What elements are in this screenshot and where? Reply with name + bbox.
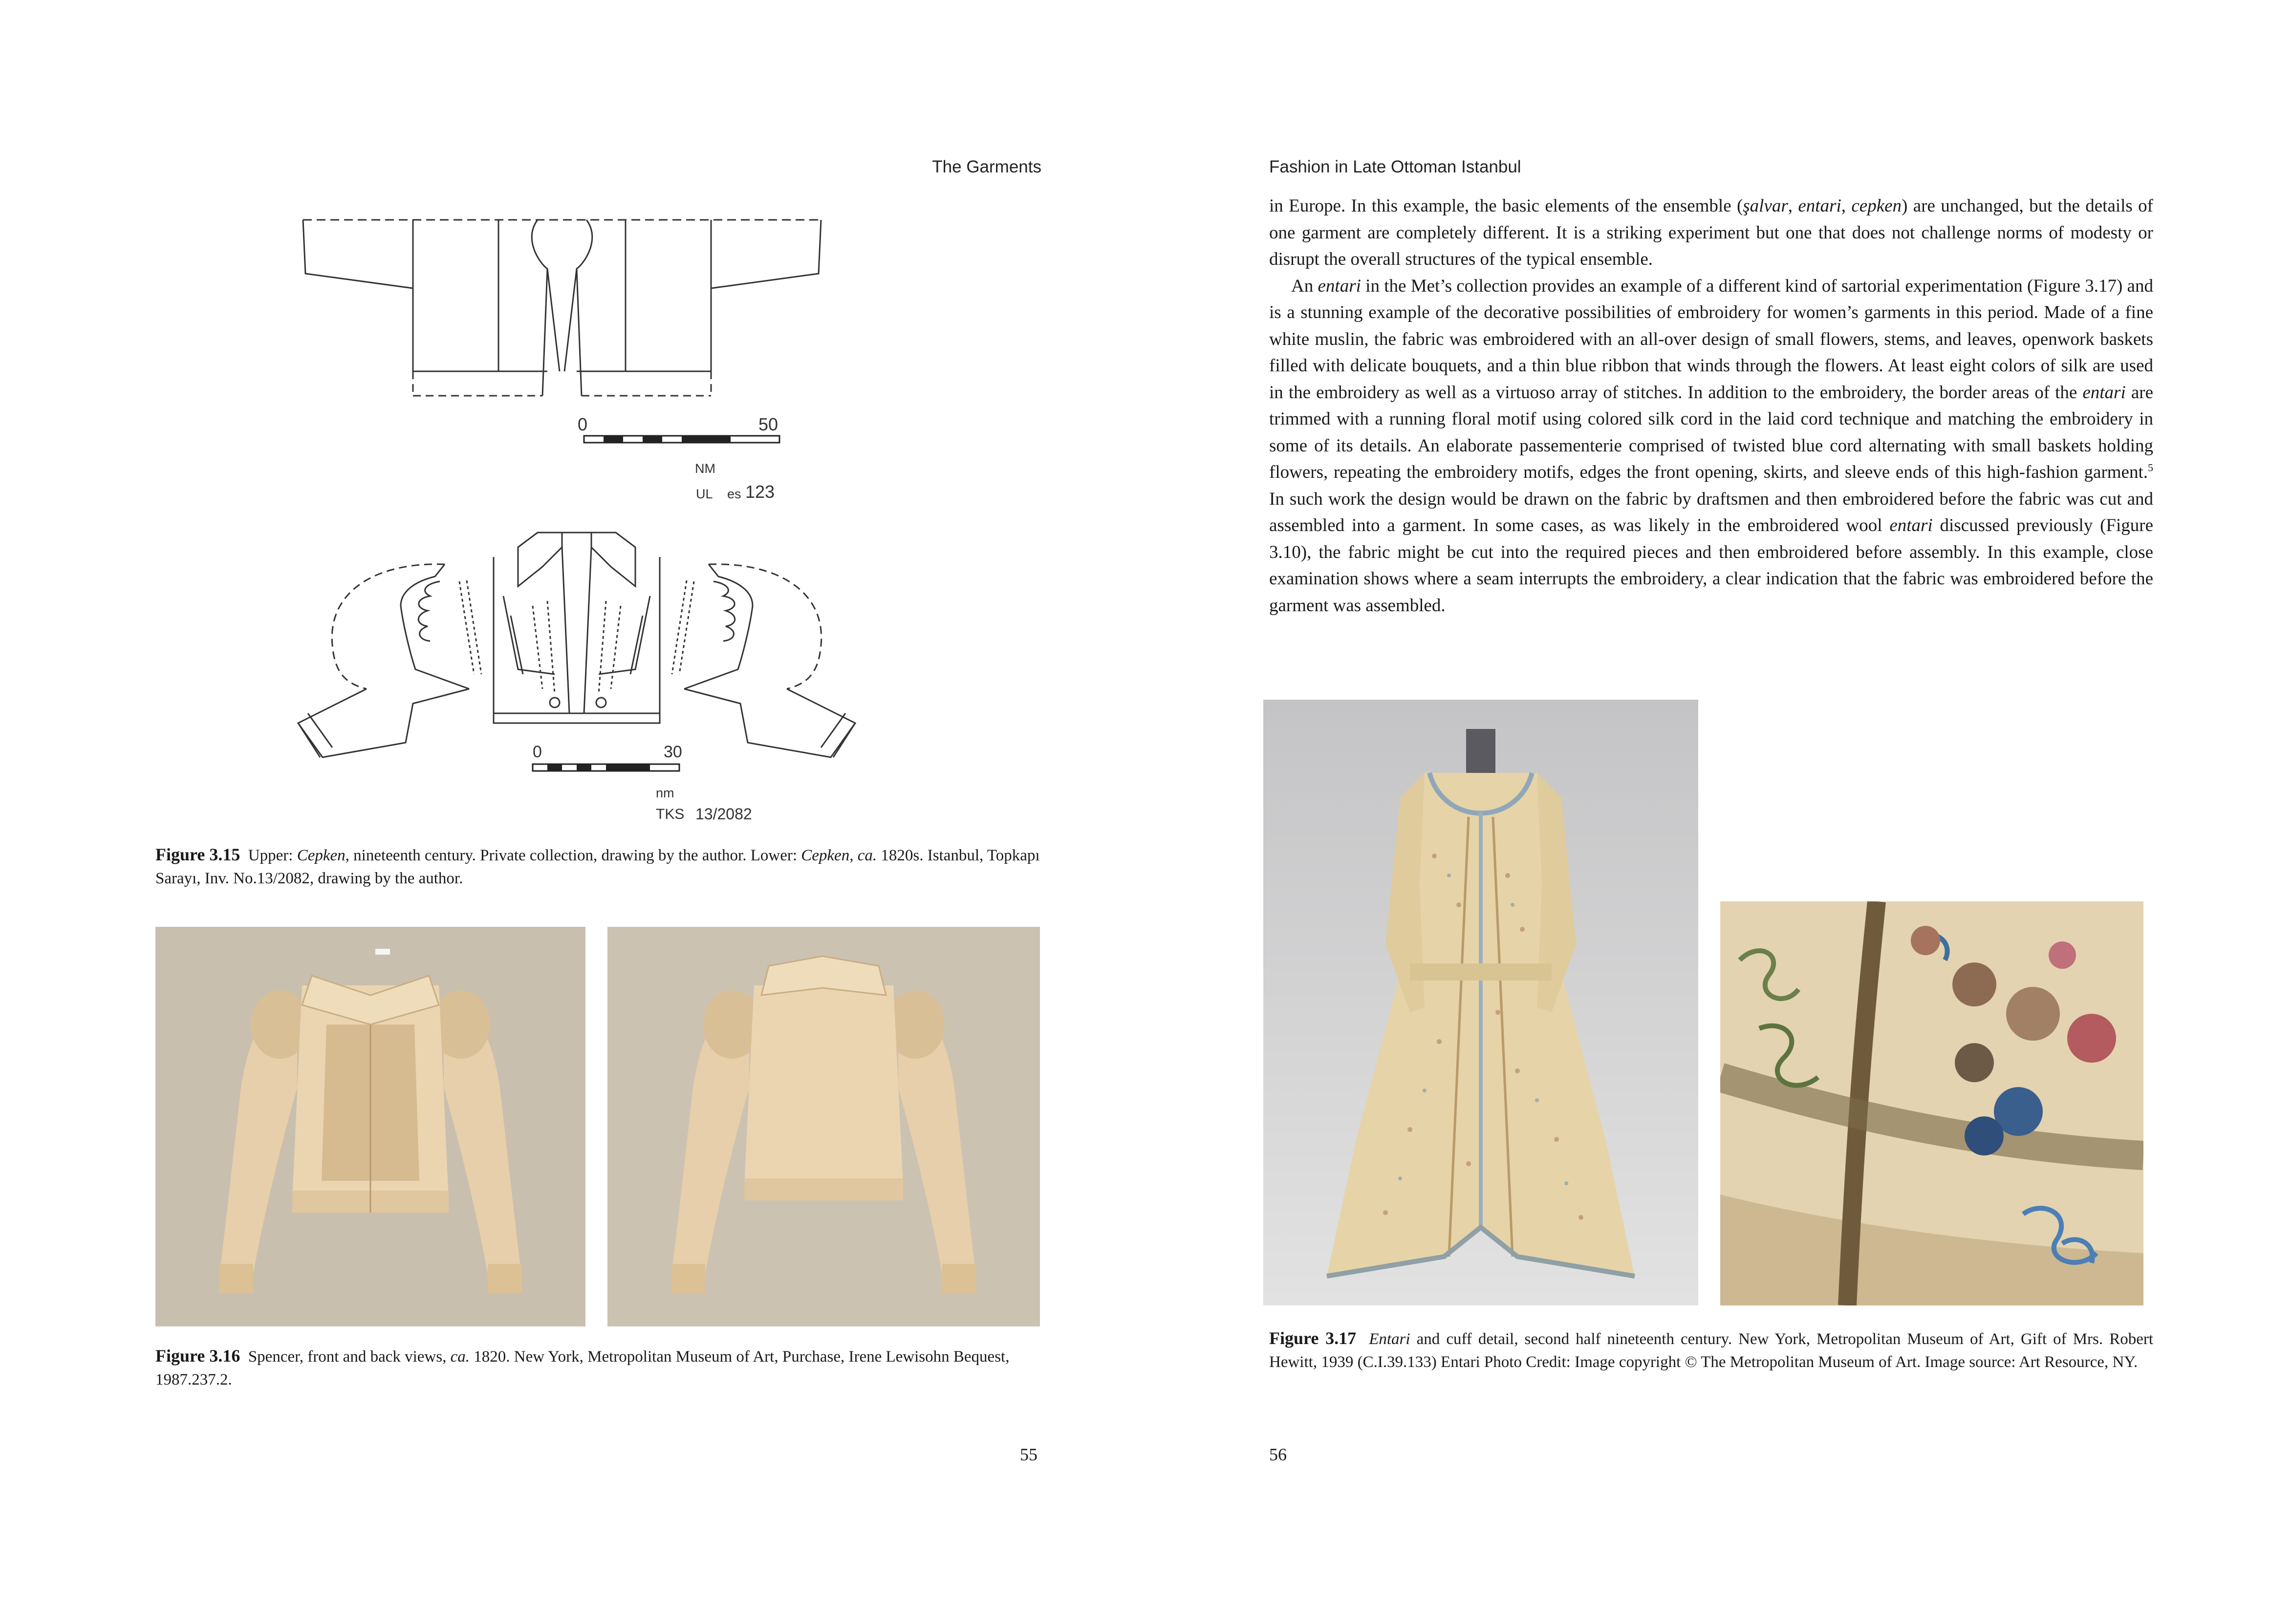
figure-3-17-caption: Figure 3.17 Entari and cuff detail, second half nineteenth century. New York, Metropolitan Museum of Art, Gift of Mrs. Robert Hewitt, 1939 (C.I.39.133) Entari Photo Credit: Image copyright © The Metropolitan Museum of Art. Image source: Art Resource, NY. xyxy=(1269,1328,2154,1371)
drawing-upper-annotation-2b: es xyxy=(727,487,741,501)
footnote-marker[interactable]: 5 xyxy=(2148,461,2153,474)
page-number: 56 xyxy=(1269,1445,1287,1464)
body-text xyxy=(1269,193,2153,619)
scale-upper-start: 0 xyxy=(578,414,588,434)
figure-3-15-caption: Figure 3.15 Upper: Cepken, nineteenth century. Private collection, drawing by the author. Lower: Cepken, ca. 1820s. Istanbul, Topkapı Sarayı, Inv. No.13/2082, drawing by the author. xyxy=(155,845,1040,887)
drawing-upper-annotation-1: NM xyxy=(695,461,715,476)
drawing-lower-annotation-2a: TKS xyxy=(656,806,685,822)
paragraph-1: in Europe. In this example, the basic elements of the ensemble (şalvar, entari, cepken) are unchanged, but the details of one garment are completely different. It is a striking experiment but one that does not challenge norms of modesty or disrupt the overall structures of the typical ensemble. xyxy=(1269,196,2153,269)
figure-label: Figure 3.15 xyxy=(155,845,240,864)
running-head: The Garments xyxy=(932,157,1041,176)
entari-photo xyxy=(1263,700,1698,1305)
right-page xyxy=(1146,0,2292,1624)
page-number: 55 xyxy=(1020,1445,1038,1464)
drawing-upper-annotation-2c: 123 xyxy=(745,482,775,502)
spencer-front-photo xyxy=(155,927,585,1326)
drawing-upper-annotation-2a: UL xyxy=(696,487,713,501)
cepken-topkapi-drawing xyxy=(288,528,865,762)
drawing-lower-annotation-2b: 13/2082 xyxy=(695,805,752,823)
figure-3-16-caption: Figure 3.16 Spencer, front and back views, ca. 1820. New York, Metropolitan Museum of Art, Purchase, Irene Lewisohn Bequest, 1987.237.2. xyxy=(155,1346,1010,1389)
figure-label: Figure 3.16 xyxy=(155,1346,240,1366)
scale-bar-upper xyxy=(584,434,789,449)
paragraph-2: An entari in the Met’s collection provides an example of a different kind of sartorial experimentation (Figure 3.17) and is a stunning example of the decorative possibilities of embroidery for women’s garments in this period. Made of a fine white muslin, the fabric was embroidered with an all-over design of small flowers, stems, and leaves, openwork baskets filled with delicate bouquets, and a thin blue ribbon that winds through the flowers. At least eight colors of silk are used in the embroidery as well as a virtuoso array of stitches. In addition to the embroidery, the border areas of the entari are trimmed with a running floral motif using colored silk cord in the laid cord technique and matching the embroidery in some of its details. An elaborate passementerie comprised of twisted blue cord alternating with small baskets holding flowers, repeating the embroidery motifs, edges the front opening, skirts, and sleeve ends of this high-fashion garment.$^5$ In such work the design would be drawn on the fabric by draftsmen and then embroidered before the fabric was cut and assembled into a garment. In some cases, as was likely in the embroidered wool entari discussed previously (Figure 3.10), the fabric might be cut into the required pieces and then embroidered before assembly. In this example, close examination shows where a seam interrupts the embroidery, a clear indication that the fabric was embroidered before the garment was assembled. xyxy=(1269,276,2153,616)
drawing-lower-annotation-1: nm xyxy=(656,786,674,800)
spencer-back-photo xyxy=(607,927,1040,1326)
figure-label: Figure 3.17 xyxy=(1269,1328,1357,1348)
scale-upper-end: 50 xyxy=(758,414,778,434)
cuff-detail-photo xyxy=(1720,901,2143,1305)
running-head: Fashion in Late Ottoman Istanbul xyxy=(1269,157,1521,176)
cepken-flat-drawing xyxy=(293,210,831,440)
scale-lower-end: 30 xyxy=(664,743,682,761)
scale-bar-lower xyxy=(533,762,689,777)
scale-lower-start: 0 xyxy=(533,743,542,761)
